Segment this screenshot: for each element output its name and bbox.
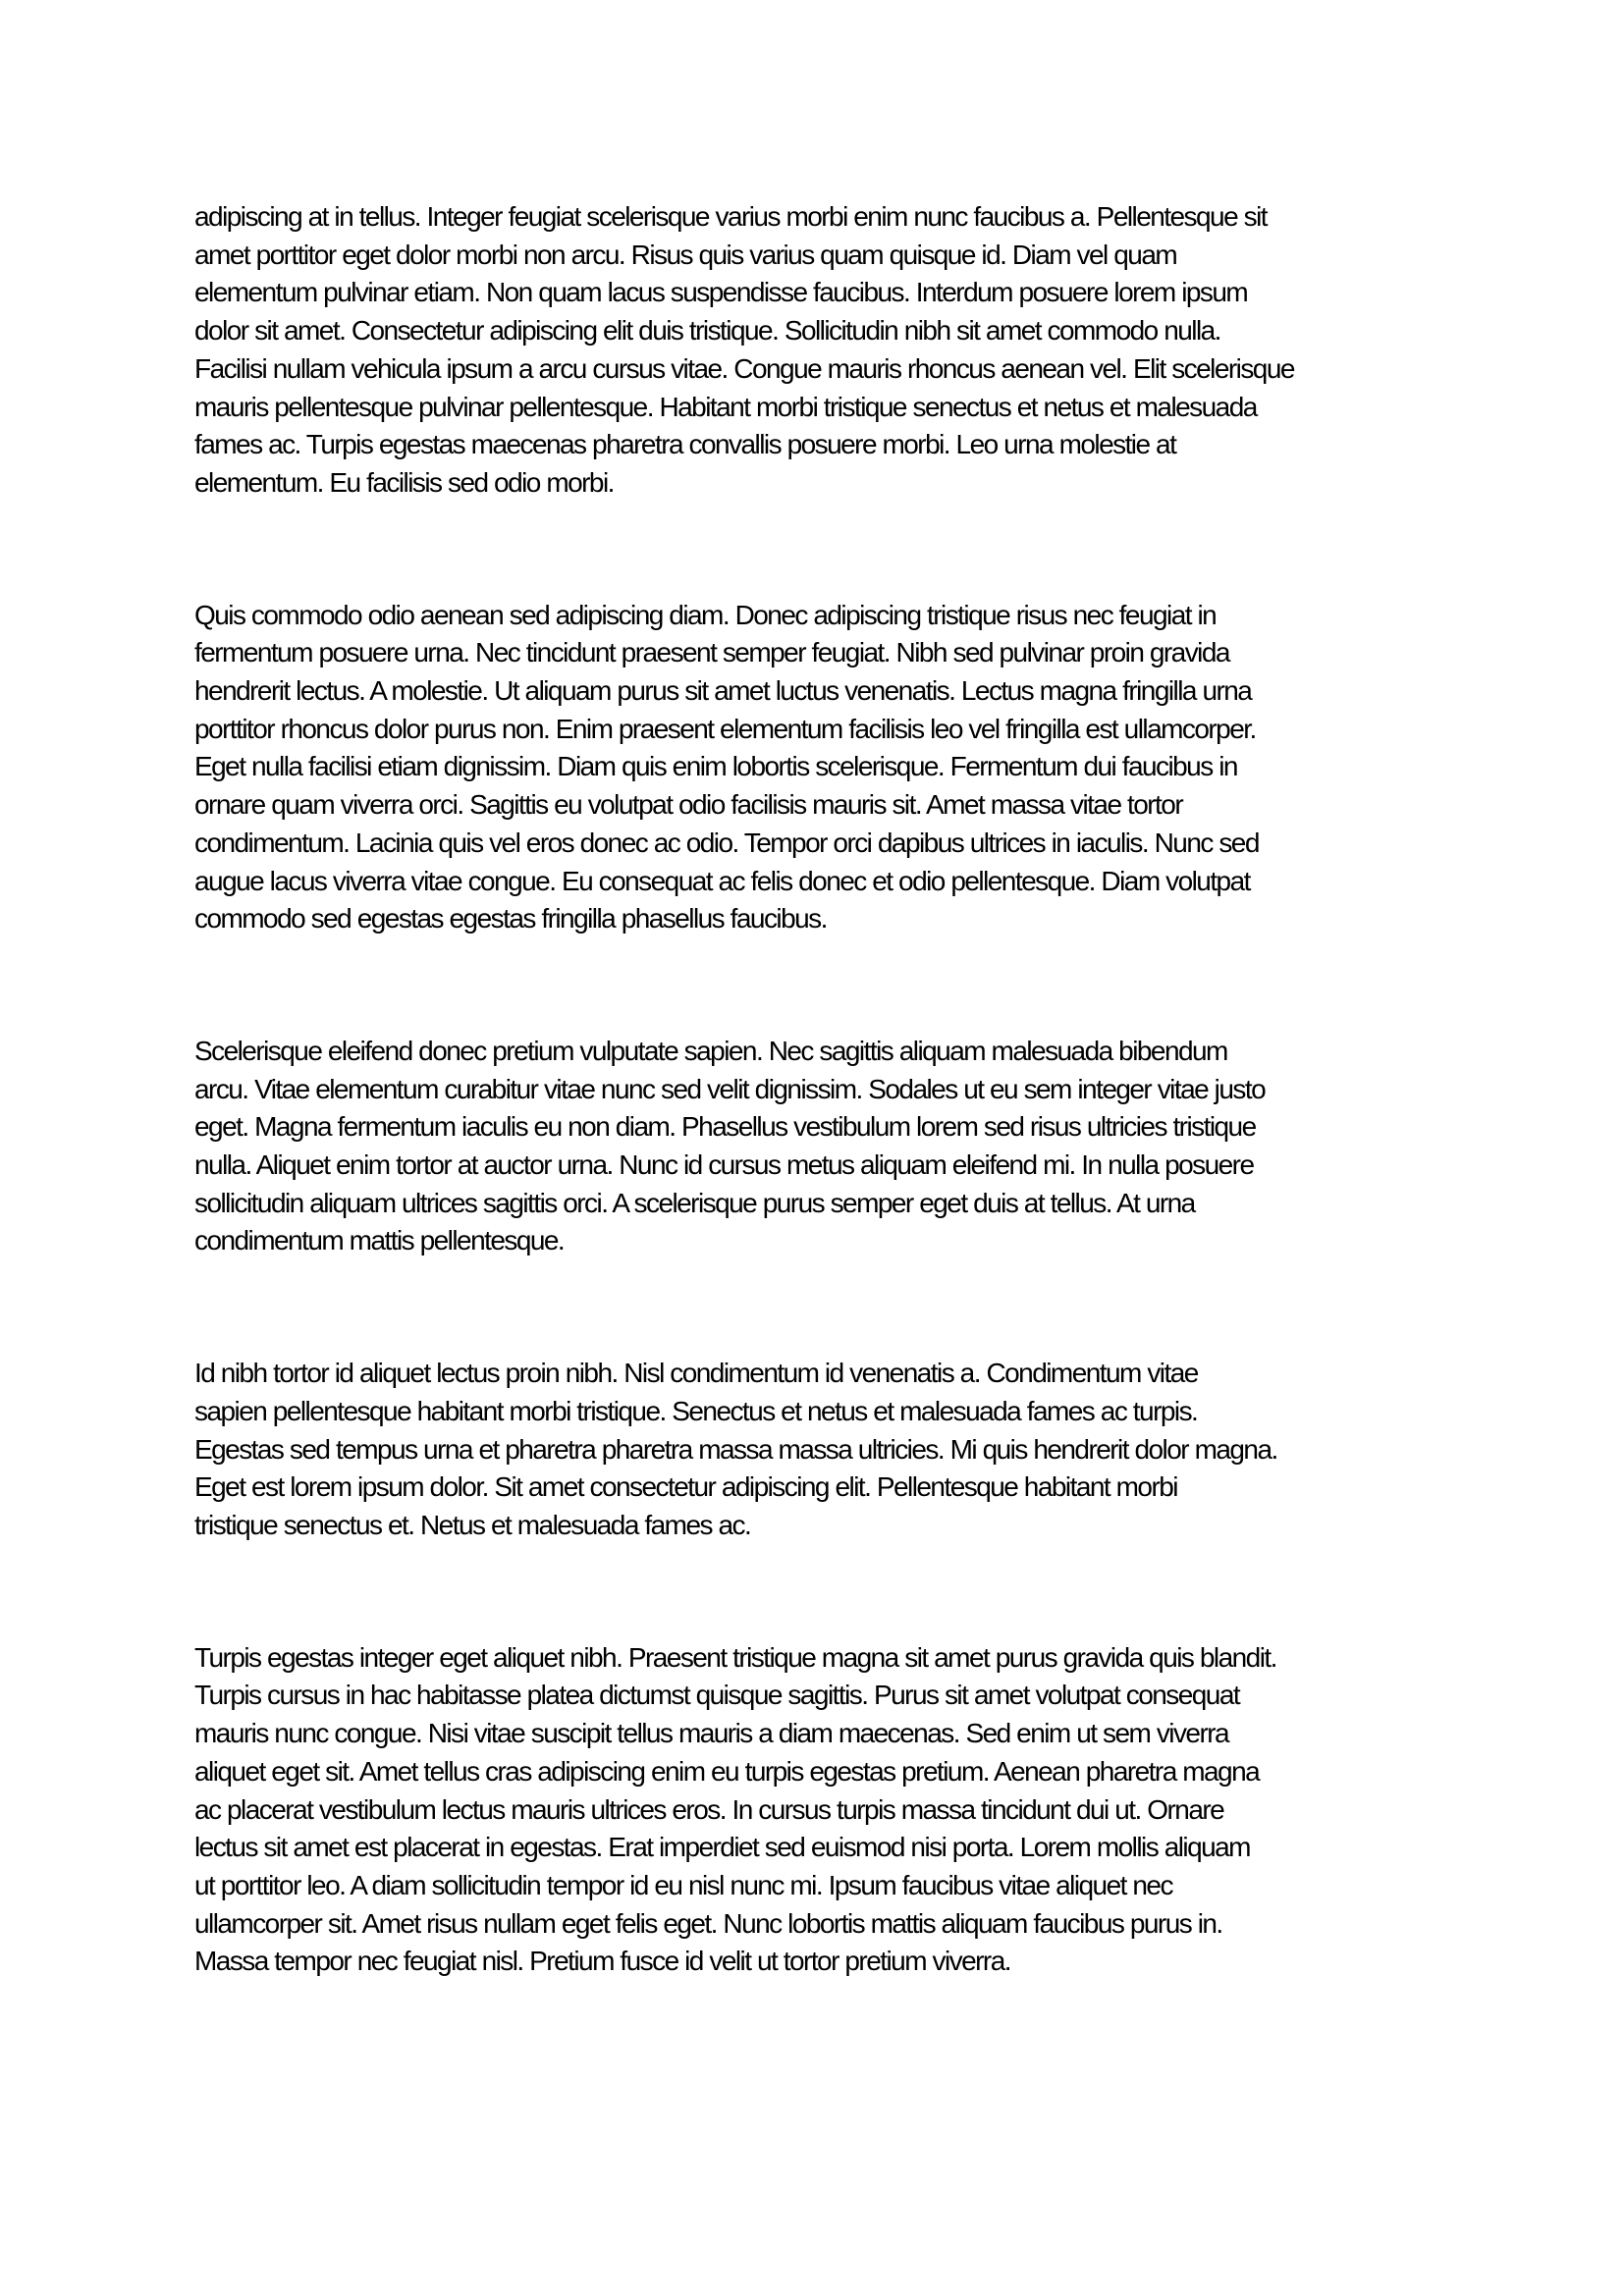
text-line: porttitor rhoncus dolor purus non. Enim praesent elementum facilisis leo vel fringilla est ullamcorper.	[194, 713, 1256, 744]
text-line: commodo sed egestas egestas fringilla phasellus faucibus.	[194, 903, 827, 934]
text-line: mauris pellentesque pulvinar pellentesque. Habitant morbi tristique senectus et netus et malesuada	[194, 391, 1257, 422]
text-line: mauris nunc congue. Nisi vitae suscipit tellus mauris a diam maecenas. Sed enim ut sem viverra	[194, 1718, 1229, 1749]
text-line: Turpis egestas integer eget aliquet nibh. Praesent tristique magna sit amet purus gravida quis blandit.	[194, 1641, 1276, 1673]
text-line: aliquet eget sit. Amet tellus cras adipiscing enim eu turpis egestas pretium. Aenean pharetra magna	[194, 1755, 1260, 1787]
paragraph-4	[194, 1355, 1428, 1545]
text-line: Egestas sed tempus urna et pharetra pharetra massa massa ultricies. Mi quis hendrerit dolor magna.	[194, 1433, 1277, 1465]
text-line: dolor sit amet. Consectetur adipiscing elit duis tristique. Sollicitudin nibh sit amet commodo nulla.	[194, 315, 1220, 347]
text-line: augue lacus viverra vitae congue. Eu consequat ac felis donec et odio pellentesque. Diam volutpat	[194, 865, 1250, 896]
text-line: Scelerisque eleifend donec pretium vulputate sapien. Nec sagittis aliquam malesuada bibendum	[194, 1035, 1227, 1066]
paragraph-2	[194, 597, 1428, 938]
text-line: ac placerat vestibulum lectus mauris ultrices eros. In cursus turpis massa tincidunt dui ut. Ornare	[194, 1793, 1224, 1825]
text-line: adipiscing at in tellus. Integer feugiat scelerisque varius morbi enim nunc faucibus a. Pellentesque sit	[194, 201, 1268, 232]
text-line: elementum pulvinar etiam. Non quam lacus suspendisse faucibus. Interdum posuere lorem ipsum	[194, 277, 1248, 308]
paragraph-1	[194, 198, 1428, 503]
document-body	[194, 198, 1428, 2075]
paragraph-5	[194, 1639, 1428, 1981]
text-line: Massa tempor nec feugiat nisl. Pretium fusce id velit ut tortor pretium viverra.	[194, 1946, 1010, 1977]
text-line: ut porttitor leo. A diam sollicitudin tempor id eu nisl nunc mi. Ipsum faucibus vitae aliquet nec	[194, 1869, 1172, 1900]
text-line: condimentum. Lacinia quis vel eros donec ac odio. Tempor orci dapibus ultrices in iaculis. Nunc sed	[194, 827, 1259, 858]
text-line: Facilisi nullam vehicula ipsum a arcu cursus vitae. Congue mauris rhoncus aenean vel. Elit scelerisque	[194, 352, 1294, 384]
text-line: Eget est lorem ipsum dolor. Sit amet consectetur adipiscing elit. Pellentesque habitant morbi	[194, 1471, 1177, 1503]
text-line: sapien pellentesque habitant morbi tristique. Senectus et netus et malesuada fames ac turpis.	[194, 1395, 1198, 1426]
text-line: Id nibh tortor id aliquet lectus proin nibh. Nisl condimentum id venenatis a. Condimentum vitae	[194, 1358, 1198, 1389]
text-line: sollicitudin aliquam ultrices sagittis orci. A scelerisque purus semper eget duis at tellus. At urna	[194, 1187, 1195, 1218]
text-line: eget. Magna fermentum iaculis eu non diam. Phasellus vestibulum lorem sed risus ultricies tristique	[194, 1111, 1256, 1143]
text-line: Eget nulla facilisi etiam dignissim. Diam quis enim lobortis scelerisque. Fermentum dui faucibus in	[194, 751, 1237, 782]
text-line: condimentum mattis pellentesque.	[194, 1225, 565, 1256]
text-line: nulla. Aliquet enim tortor at auctor urna. Nunc id cursus metus aliquam eleifend mi. In nulla posuere	[194, 1149, 1254, 1181]
text-line: arcu. Vitae elementum curabitur vitae nunc sed velit dignissim. Sodales ut eu sem integer vitae justo	[194, 1073, 1266, 1104]
text-line: Turpis cursus in hac habitasse platea dictumst quisque sagittis. Purus sit amet volutpat consequat	[194, 1680, 1240, 1711]
text-line: Quis commodo odio aenean sed adipiscing diam. Donec adipiscing tristique risus nec feugiat in	[194, 599, 1217, 630]
text-line: fames ac. Turpis egestas maecenas pharetra convallis posuere morbi. Leo urna molestie at	[194, 429, 1176, 460]
text-line: fermentum posuere urna. Nec tincidunt praesent semper feugiat. Nibh sed pulvinar proin gravida	[194, 637, 1229, 668]
text-line: ullamcorper sit. Amet risus nullam eget felis eget. Nunc lobortis mattis aliquam faucibus purus in.	[194, 1907, 1222, 1939]
text-line: tristique senectus et. Netus et malesuada fames ac.	[194, 1509, 751, 1540]
text-line: ornare quam viverra orci. Sagittis eu volutpat odio facilisis mauris sit. Amet massa vitae tortor	[194, 789, 1183, 821]
text-line: amet porttitor eget dolor morbi non arcu. Risus quis varius quam quisque id. Diam vel quam	[194, 239, 1177, 270]
text-line: lectus sit amet est placerat in egestas. Erat imperdiet sed euismod nisi porta. Lorem mollis aliquam	[194, 1832, 1250, 1863]
text-line: hendrerit lectus. A molestie. Ut aliquam purus sit amet luctus venenatis. Lectus magna fringilla urna	[194, 675, 1252, 707]
text-line: elementum. Eu facilisis sed odio morbi.	[194, 466, 614, 498]
paragraph-3	[194, 1033, 1428, 1260]
